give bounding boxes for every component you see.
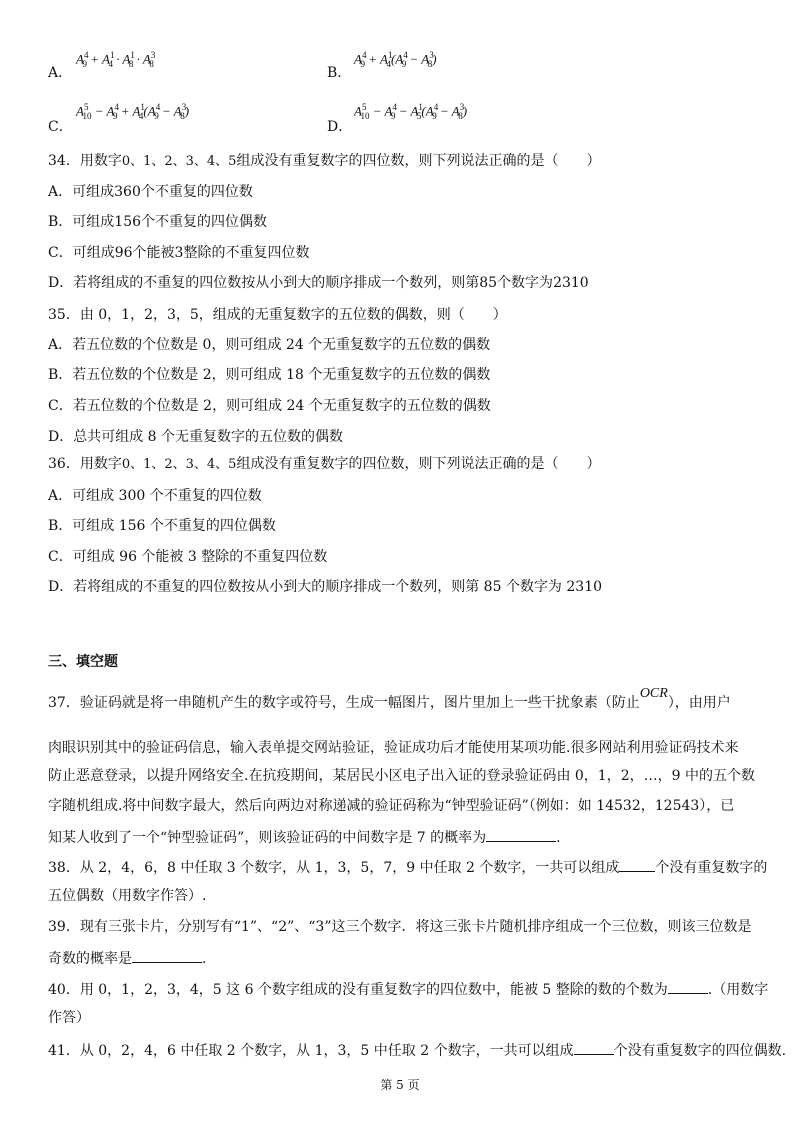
option-c-formula: $A^5_{10} - A^4_9 + A^1_4(A^4_9 - A^3_8)$ xyxy=(76,102,190,121)
answer-blank[interactable] xyxy=(619,857,655,872)
q37-line-5: 知某人收到了一个“钟型验证码”，则该验证码的中间数字是 7 的概率为 . xyxy=(48,827,561,847)
q34-option-c: C．可组成96个能被3整除的不重复四位数 xyxy=(48,245,310,261)
option-d-letter: D． xyxy=(327,119,353,135)
page-number: 第 5 页 xyxy=(380,1078,420,1092)
q37-line-3: 防止恶意登录，以提升网络安全.在抗疫期间，某居民小区电子出入证的登录验证码由 0，1，2，…，9 中的五个数 xyxy=(48,768,755,784)
q39-line-1: 39．现有三张卡片，分别写有“1”、“2”、“3”这三个数字．将这三张卡片随机排序组成一个三位数，则该三位数是 xyxy=(48,919,752,935)
answer-blank[interactable] xyxy=(486,827,556,842)
q38-line-1: 38．从 2，4，6，8 中任取 3 个数字，从 1，3，5，7，9 中任取 2 个数字，一共可以组成 个没有重复数字的 xyxy=(48,857,767,877)
q36-option-b: B．可组成 156 个不重复的四位偶数 xyxy=(48,518,276,534)
answer-blank[interactable] xyxy=(668,979,708,994)
option-b-letter: B． xyxy=(327,65,352,81)
option-a-letter: A． xyxy=(48,65,73,81)
q37-line-1: 37．验证码就是将一串随机产生的数字或符号，生成一幅图片，图片里加上一些干扰象素（防止OCR），由用户 xyxy=(48,686,731,711)
q34-option-d: D．若将组成的不重复的四位数按从小到大的顺序排成一个数列，则第85个数字为2310 xyxy=(48,275,589,291)
q35-stem: 35．由 0，1，2，3，5，组成的无重复数字的五位数的偶数，则（ ） xyxy=(48,307,507,323)
q34-option-b: B．可组成156个不重复的四位偶数 xyxy=(48,214,268,230)
q34-option-a: A．可组成360个不重复的四位数 xyxy=(48,184,253,200)
q40-line-1: 40．用 0，1，2，3，4，5 这 6 个数字组成的没有重复数字的四位数中，能被 5 整除的数的个数为 .（用数字 xyxy=(48,979,768,999)
option-c-letter: C． xyxy=(48,119,73,135)
ocr-label: OCR xyxy=(639,686,668,701)
q39-line-2: 奇数的概率是 . xyxy=(48,948,206,968)
section-title: 三、填空题 xyxy=(48,654,118,670)
q41-line-1: 41．从 0，2，4，6 中任取 2 个数字，从 1，3，5 中任取 2 个数字，一共可以组成 个没有重复数字的四位偶数. xyxy=(48,1040,786,1060)
q34-stem: 34．用数字0、1、2、3、4、5组成没有重复数字的四位数，则下列说法正确的是（ ） xyxy=(48,153,601,169)
q35-option-d: D．总共可组成 8 个无重复数字的五位数的偶数 xyxy=(48,429,344,445)
q36-option-a: A．可组成 300 个不重复的四位数 xyxy=(48,488,262,504)
q37-line-2: 肉眼识别其中的验证码信息，输入表单提交网站验证，验证成功后才能使用某项功能.很多网站利用验证码技术来 xyxy=(48,740,739,756)
q36-stem: 36．用数字0、1、2、3、4、5组成没有重复数字的四位数，则下列说法正确的是（ ） xyxy=(48,456,601,472)
q36-option-d: D．若将组成的不重复的四位数按从小到大的顺序排成一个数列，则第 85 个数字为 2310 xyxy=(48,579,603,595)
q35-option-b: B．若五位数的个位数是 2，则可组成 18 个无重复数字的五位数的偶数 xyxy=(48,367,491,383)
option-d-formula: $A^5_{10} - A^4_9 - A^1_5(A^4_9 - A^3_8)$ xyxy=(354,102,468,121)
option-a-formula: $A^4_9 + A^1_4 \cdot A^1_8 \cdot A^3_8$ xyxy=(76,50,156,69)
q36-option-c: C．可组成 96 个能被 3 整除的不重复四位数 xyxy=(48,549,328,565)
option-b-formula: $A^4_9 + A^1_4(A^4_9 - A^3_8)$ xyxy=(354,50,437,69)
q38-line-2: 五位偶数（用数字作答）. xyxy=(48,888,207,904)
q40-line-2: 作答） xyxy=(48,1010,90,1026)
answer-blank[interactable] xyxy=(132,948,202,963)
q37-line-4: 字随机组成.将中间数字最大，然后向两边对称递减的验证码称为“钟型验证码”（例如：如 14532，12543），已 xyxy=(48,798,735,814)
q35-option-c: C．若五位数的个位数是 2，则可组成 24 个无重复数字的五位数的偶数 xyxy=(48,398,491,414)
answer-blank[interactable] xyxy=(574,1040,614,1055)
q35-option-a: A．若五位数的个位数是 0，则可组成 24 个无重复数字的五位数的偶数 xyxy=(48,337,491,353)
